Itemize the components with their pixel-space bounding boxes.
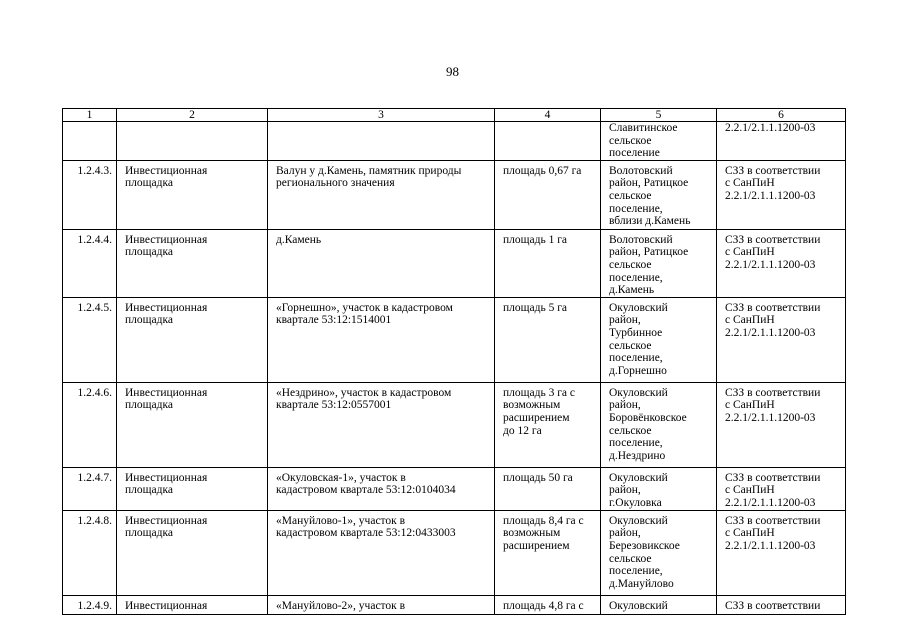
area-cell: площадь 4,8 га с bbox=[495, 595, 601, 614]
table-cell bbox=[268, 122, 495, 161]
row-number-cell: 1.2.4.5. bbox=[63, 297, 117, 382]
type-cell: Инвестиционная площадка bbox=[117, 510, 268, 595]
row-number-cell: 1.2.4.4. bbox=[63, 229, 117, 297]
table-row bbox=[63, 467, 846, 510]
table-row bbox=[63, 297, 846, 382]
area-cell: площадь 3 га с возможным расширением до 12 га bbox=[495, 382, 601, 467]
row-number-cell: 1.2.4.7. bbox=[63, 467, 117, 510]
header-cell: 6 bbox=[717, 109, 846, 122]
table-row bbox=[63, 510, 846, 595]
description-cell: «Окуловская-1», участок в кадастровом квартале 53:12:0104034 bbox=[268, 467, 495, 510]
area-cell: площадь 50 га bbox=[495, 467, 601, 510]
note-cell: СЗЗ в соответствии с СанПиН 2.2.1/2.1.1.1200-03 bbox=[717, 467, 846, 510]
note-cell: СЗЗ в соответствии с СанПиН 2.2.1/2.1.1.1200-03 bbox=[717, 510, 846, 595]
area-cell: площадь 0,67 га bbox=[495, 160, 601, 229]
type-cell: Инвестиционная площадка bbox=[117, 229, 268, 297]
type-cell: Инвестиционная bbox=[117, 595, 268, 614]
row-number-cell: 1.2.4.3. bbox=[63, 160, 117, 229]
table-row-continuation bbox=[63, 122, 846, 161]
description-cell: «Горнешно», участок в кадастровом квартале 53:12:1514001 bbox=[268, 297, 495, 382]
header-cell: 2 bbox=[117, 109, 268, 122]
location-cell: Окуловский район, Боровёнковское сельское поселение, д.Нездрино bbox=[601, 382, 717, 467]
page-number: 98 bbox=[446, 64, 459, 79]
row-number-cell: 1.2.4.6. bbox=[63, 382, 117, 467]
note-cell: СЗЗ в соответствии с СанПиН 2.2.1/2.1.1.1200-03 bbox=[717, 382, 846, 467]
area-cell: площадь 1 га bbox=[495, 229, 601, 297]
location-cell: Окуловский район, Березовикское сельское поселение, д.Мануйлово bbox=[601, 510, 717, 595]
area-cell: площадь 5 га bbox=[495, 297, 601, 382]
note-cell: 2.2.1/2.1.1.1200-03 bbox=[717, 122, 846, 161]
table-row bbox=[63, 382, 846, 467]
location-cell: Волотовский район, Ратицкое сельское поселение, д.Камень bbox=[601, 229, 717, 297]
location-cell: Окуловский район, Турбинное сельское поселение, д.Горнешно bbox=[601, 297, 717, 382]
header-cell: 5 bbox=[601, 109, 717, 122]
table-cell bbox=[63, 122, 117, 161]
table-row bbox=[63, 160, 846, 229]
table-header-row bbox=[63, 109, 846, 122]
header-cell: 3 bbox=[268, 109, 495, 122]
location-cell: Окуловский bbox=[601, 595, 717, 614]
table-row bbox=[63, 229, 846, 297]
type-cell: Инвестиционная площадка bbox=[117, 160, 268, 229]
table-cell bbox=[495, 122, 601, 161]
note-cell: СЗЗ в соответствии bbox=[717, 595, 846, 614]
location-cell: Славитинское сельское поселение bbox=[601, 122, 717, 161]
description-cell: «Нездрино», участок в кадастровом квартале 53:12:0557001 bbox=[268, 382, 495, 467]
note-cell: СЗЗ в соответствии с СанПиН 2.2.1/2.1.1.1200-03 bbox=[717, 297, 846, 382]
table-row bbox=[63, 595, 846, 614]
location-cell: Волотовский район, Ратицкое сельское поселение, вблизи д.Камень bbox=[601, 160, 717, 229]
investment-sites-table bbox=[62, 108, 846, 615]
row-number-cell: 1.2.4.9. bbox=[63, 595, 117, 614]
note-cell: СЗЗ в соответствии с СанПиН 2.2.1/2.1.1.1200-03 bbox=[717, 229, 846, 297]
note-cell: СЗЗ в соответствии с СанПиН 2.2.1/2.1.1.1200-03 bbox=[717, 160, 846, 229]
header-cell: 1 bbox=[63, 109, 117, 122]
table-cell bbox=[117, 122, 268, 161]
description-cell: д.Камень bbox=[268, 229, 495, 297]
row-number-cell: 1.2.4.8. bbox=[63, 510, 117, 595]
description-cell: Валун у д.Камень, памятник природы регионального значения bbox=[268, 160, 495, 229]
description-cell: «Мануйлово-2», участок в bbox=[268, 595, 495, 614]
area-cell: площадь 8,4 га с возможным расширением bbox=[495, 510, 601, 595]
type-cell: Инвестиционная площадка bbox=[117, 297, 268, 382]
header-cell: 4 bbox=[495, 109, 601, 122]
type-cell: Инвестиционная площадка bbox=[117, 467, 268, 510]
location-cell: Окуловский район, г.Окуловка bbox=[601, 467, 717, 510]
description-cell: «Мануйлово-1», участок в кадастровом квартале 53:12:0433003 bbox=[268, 510, 495, 595]
type-cell: Инвестиционная площадка bbox=[117, 382, 268, 467]
